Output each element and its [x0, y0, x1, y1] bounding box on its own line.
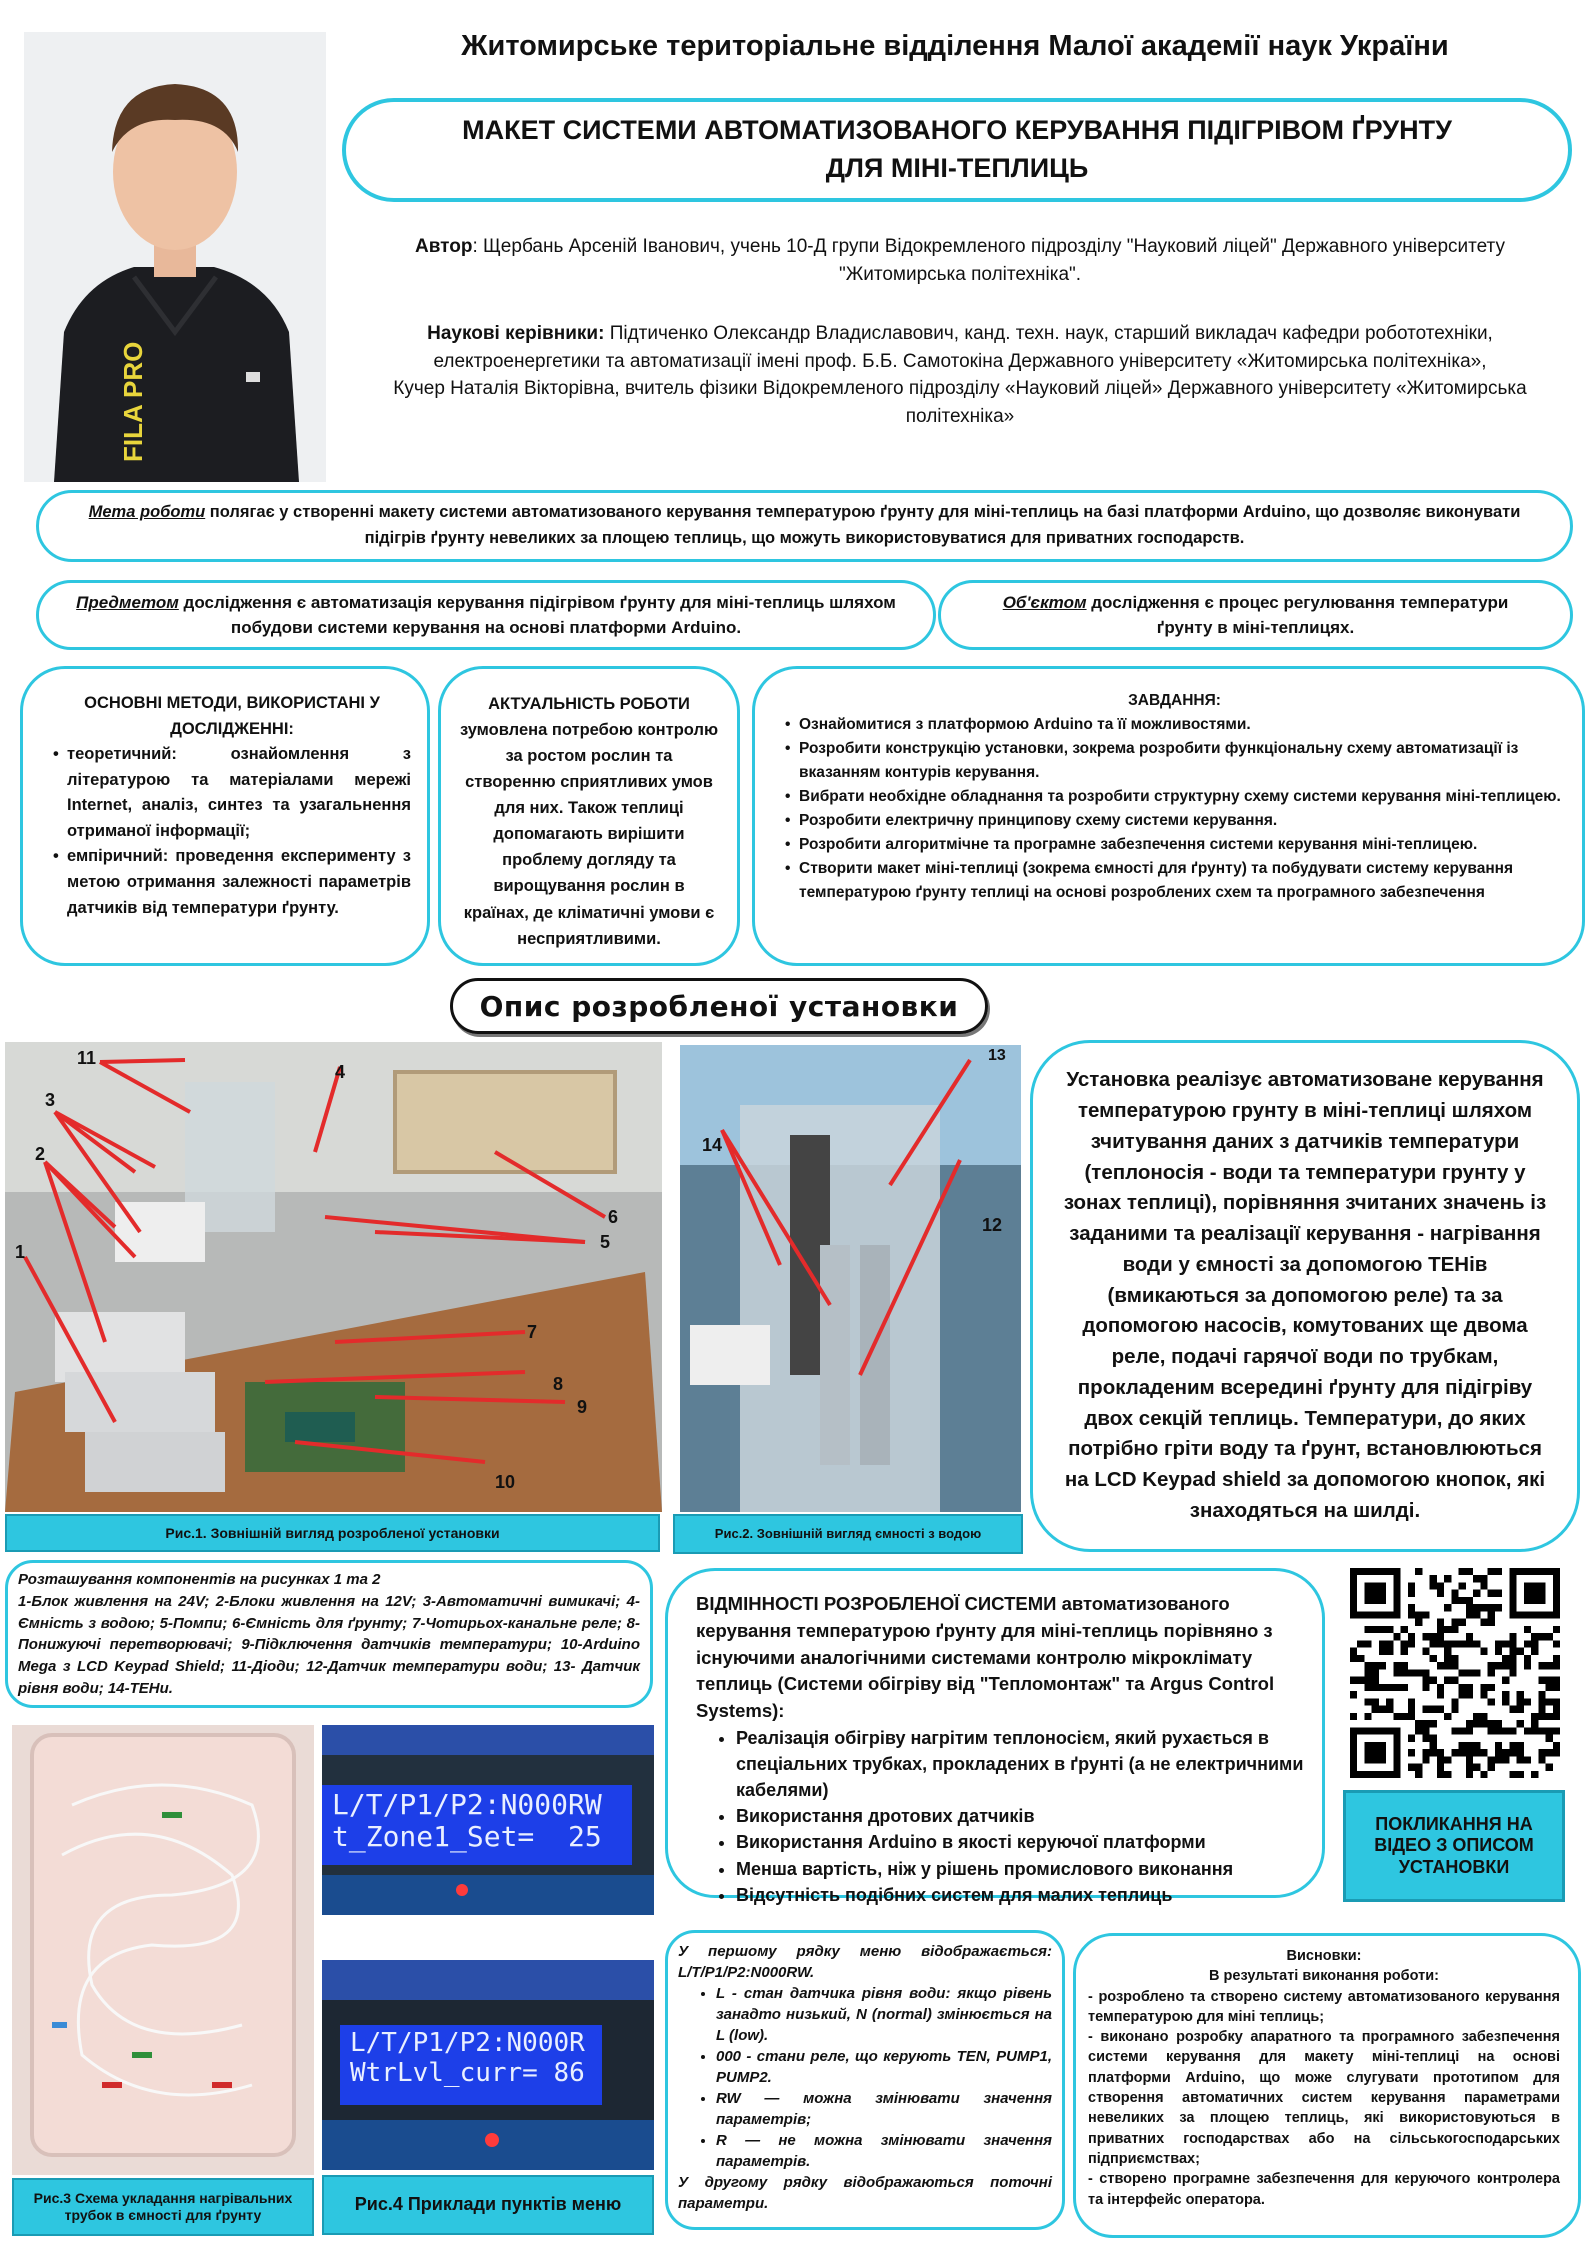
task-item: • Створити макет міні-теплиці (зокрема ємності для ґрунту) та побудувати систему керування температурою ґрунту теплиці на основі розроблених схем та програмного забезпечення: [785, 857, 1564, 905]
menu-box: [665, 1930, 1065, 2230]
qr-caption[interactable]: ПОКЛИКАННЯ НА ВІДЕО З ОПИСОМ УСТАНОВКИ: [1343, 1790, 1565, 1902]
menu-item: • RW — можна змінювати значення параметрів;: [716, 2088, 1052, 2130]
object-text: дослідження є процес регулювання температури ґрунту в міні-теплицях.: [1086, 592, 1509, 637]
methods-title: ОСНОВНІ МЕТОДИ, ВИКОРИСТАНІ У ДОСЛІДЖЕННІ:: [84, 694, 380, 738]
lcd-screen-1: [322, 1785, 632, 1865]
relevance-title: АКТУАЛЬНІСТЬ РОБОТИ: [488, 695, 690, 713]
lcd1-line1: L/T/P1/P2:N000RW: [332, 1788, 602, 1821]
difference-item: • Використання дротових датчиків: [736, 1803, 1304, 1829]
conclusions-subtitle: В результаті виконання роботи:: [1209, 1968, 1439, 1985]
difference-item: • Реалізація обігріву нагрітим теплоносієм, який рухається в спеціальних трубках, прокладених в ґрунті (а не електричними кабелями): [736, 1725, 1304, 1803]
legend-box: [5, 1560, 653, 1708]
fig1-label-2: 2: [35, 1144, 46, 1164]
fig2-label-13: 13: [988, 1047, 1006, 1064]
author-label: Автор: [415, 236, 473, 257]
fig1-label-9: 9: [577, 1397, 588, 1417]
fig1-label-1: 1: [15, 1242, 26, 1262]
fig1-label-11: 11: [77, 1048, 97, 1068]
task-item: • Розробити конструкцію установки, зокрема розробити функціональну схему автоматизації із вказанням контурів керування.: [785, 737, 1564, 785]
advisor-2: Кучер Наталія Вікторівна, вчитель фізики Відокремленого підрозділу «Науковий ліцей» Державного університету «Житомирська політехніка»: [393, 378, 1527, 427]
fig1-label-3: 3: [45, 1090, 56, 1110]
menu-item: • L - стан датчика рівня води: якщо рівень занадто низький, N (normal) змінюється на L (low).: [716, 1983, 1052, 2046]
menu-item: • R — не можна змінювати значення параметрів.: [716, 2130, 1052, 2172]
difference-item: • Використання Arduino в якості керуючої платформи: [736, 1829, 1304, 1855]
figure-4-photo-top: [322, 1725, 654, 1915]
relevance-box: [438, 666, 740, 966]
poster-title: [342, 98, 1572, 202]
subject-box: [36, 580, 936, 650]
goal-text: полягає у створенні макету системи автоматизованого керування температурою ґрунту для міні-теплиць на базі платформи Arduino, що дозволяє виконувати підігрів ґрунту невеликих за площею теплиць, що можуть використовуватися для приватних господарств.: [205, 503, 1521, 547]
author-block: [355, 233, 1565, 288]
task-item: • Розробити алгоритмічне та програмне забезпечення системи керування міні-теплицею.: [785, 833, 1564, 857]
fig1-label-10: 10: [495, 1472, 516, 1492]
menu-outro: У другому рядку відображаються поточні параметри.: [678, 2174, 1052, 2212]
task-item: • Вибрати необхідне обладнання та розробити структурну схему системи керування міні-теплицею.: [785, 785, 1564, 809]
goal-box: [36, 490, 1573, 562]
fig1-label-5: 5: [600, 1232, 611, 1252]
description-text: Установка реалізує автоматизоване керування температурою грунту в міні-теплиці шляхом зчитування даних з датчиків температури (теплоносія - води та температури грунту у зонах теплиці), порівняння зчитаних значень із заданими та реалізації керування - нагрівання води у ємності за допомогою ТЕНів (вмикаються за допомогою реле) та за допомогою насосів, комутованих ще двома реле, подачі гарячої води по трубкам, прокладеним всередині ґрунту для підігріву двох секцій теплиць. Температури, до яких потрібно гріти воду та ґрунт, встановлюються на LCD Keypad shield за допомогою кнопок, які знаходяться на шилді.: [1063, 1068, 1547, 1522]
advisors-block: [345, 320, 1575, 430]
tasks-box: [752, 666, 1585, 966]
lcd2-line2: WtrLvl_curr= 86: [350, 2057, 585, 2088]
subject-label: Предметом: [76, 592, 179, 612]
fig1-label-8: 8: [553, 1374, 564, 1394]
fig2-label-12: 12: [982, 1215, 1003, 1235]
conclusions-box: [1073, 1933, 1581, 2238]
tasks-list: [785, 713, 1564, 905]
legend-title: Розташування компонентів на рисунках 1 та 2: [18, 1571, 381, 1588]
author-photo: [24, 32, 326, 482]
methods-list: [53, 742, 411, 921]
task-item: • Розробити електричну принципову схему системи керування.: [785, 809, 1564, 833]
differences-title: ВІДМІННОСТІ РОЗРОБЛЕНОЇ СИСТЕМИ: [696, 1593, 1057, 1614]
differences-list: [696, 1725, 1304, 1908]
conclusion-item: - розроблено та створено систему автоматизованого керування температурою для міні теплиць;: [1088, 1988, 1560, 2025]
conclusion-item: - створено програмне забезпечення для керуючого контролера та інтерфейс оператора.: [1088, 2171, 1560, 2208]
differences-intro: автоматизованого керування температурою ґрунту для міні-теплиць порівняно з існуючими аналогічними системами контролю мікроклімату теплиць (Системи обігріву від "Тепломонтаж" та Argus Control Systems):: [696, 1593, 1275, 1722]
org-title: Житомирське територіальне відділення Малої академії наук України: [461, 30, 1449, 62]
fig2-label-14: 14: [702, 1135, 723, 1155]
menu-list: [678, 1983, 1052, 2172]
title-line-1: МАКЕТ СИСТЕМИ АВТОМАТИЗОВАНОГО КЕРУВАННЯ ПІДІГРІВОМ ҐРУНТУ: [462, 115, 1452, 146]
relevance-text: зумовлена потребою контролю за ростом рослин та створенню сприятливих умов для них. Також теплиці допомагають вирішити проблему догляду та вирощування рослин в країнах, де кліматичні умови є несприятливими.: [459, 721, 719, 948]
shirt-print: FILA PRO: [118, 341, 148, 462]
tasks-title: ЗАВДАННЯ:: [1128, 692, 1221, 709]
lcd2-line1: L/T/P1/P2:N000R: [350, 2028, 585, 2058]
fig1-label-6: 6: [608, 1207, 619, 1227]
differences-box: [665, 1568, 1325, 1905]
title-line-2: ДЛЯ МІНІ-ТЕПЛИЦЬ: [825, 153, 1089, 183]
figure-4-caption: Рис.4 Приклади пунктів меню: [322, 2175, 654, 2235]
figure-2-caption: Рис.2. Зовнішній вигляд ємності з водою: [673, 1514, 1023, 1554]
figure-3-caption: Рис.3 Схема укладання нагрівальних трубок в ємності для ґрунту: [12, 2178, 314, 2236]
figure-1-caption: Рис.1. Зовнішній вигляд розробленої установки: [5, 1514, 660, 1552]
figure-2-photo: [680, 1045, 1021, 1512]
task-item: • Ознайомитися з платформою Arduino та її можливостями.: [785, 713, 1564, 737]
goal-label: Мета роботи: [88, 503, 206, 522]
description-box: [1030, 1040, 1580, 1552]
advisor-1: Підтиченко Олександр Владиславович, канд. техн. наук, старший викладач кафедри робототехніки, електроенергетики та автоматизації імені проф. Б.Б. Самотокіна Державного університету «Житомирська політехніка»,: [433, 323, 1493, 372]
methods-item: • емпіричний: проведення експерименту з метою отримання залежності параметрів датчиків від температури ґрунту.: [53, 844, 411, 921]
figure-1-photo: [5, 1042, 662, 1512]
conclusions-title: Висновки:: [1286, 1948, 1362, 1964]
subject-text: дослідження є автоматизація керування підігрівом ґрунту для міні-теплиць шляхом побудови системи керування на основі платформи Arduino.: [178, 592, 896, 637]
methods-item: • теоретичний: ознайомлення з літературою та матеріалами мережі Internet, аналіз, синтез та узагальнення отриманої інформації;: [53, 742, 411, 844]
lcd1-line2: t_Zone1_Set= 25: [332, 1820, 602, 1854]
menu-intro: У першому рядку меню відображається: L/T/P1/P2:N000RW.: [678, 1943, 1052, 1981]
legend-text: 1-Блок живлення на 24V; 2-Блоки живлення на 12V; 3-Автоматичні вимикачі; 4-Ємність з водою; 5-Помпи; 6-Ємність для ґрунту; 7-Чотирьох-канальне реле; 8-Понижуючі перетворювачі; 9-Підключення датчиків температури; 10-Arduino Mega з LCD Keypad Shield; 11-Діоди; 12-Датчик температури води; 13- Датчик рівня води; 14-ТЕНи.: [18, 1592, 640, 1697]
advisors-label: Наукові керівники:: [427, 323, 605, 344]
difference-item: • Менша вартість, ніж у рішень промислового виконання: [736, 1856, 1304, 1882]
fig1-label-7: 7: [527, 1322, 538, 1342]
lcd-screen-2: [340, 2025, 602, 2105]
qr-code[interactable]: [1350, 1568, 1560, 1778]
conclusion-item: - виконано розробку апаратного та програмного забезпечення системи керування для макету міні-теплиці на основі платформи Arduino, що може слугувати прототипом для створення автоматичних систем керування параметрами невеликих за площею теплиць, які використовуються в приватних господарствах або на сільськогосподарських підприємствах;: [1088, 2029, 1560, 2167]
difference-item: • Відсутність подібних систем для малих теплиць: [736, 1882, 1304, 1908]
methods-box: [20, 666, 430, 966]
figure-4-photo-bottom: [322, 1960, 654, 2170]
section-title: Опис розробленої установки: [450, 978, 988, 1034]
author-text: : Щербань Арсеній Іванович, учень 10-Д групи Відокремленого підрозділу "Науковий ліцей" Державного університету "Житомирська політехніка".: [472, 236, 1505, 285]
object-box: [938, 580, 1573, 650]
object-label: Об'єктом: [1002, 592, 1087, 612]
figure-3-photo: [12, 1725, 314, 2175]
fig1-label-4: 4: [335, 1062, 346, 1082]
menu-item: • 000 - стани реле, що керують TEN, PUMP1, PUMP2.: [716, 2046, 1052, 2088]
